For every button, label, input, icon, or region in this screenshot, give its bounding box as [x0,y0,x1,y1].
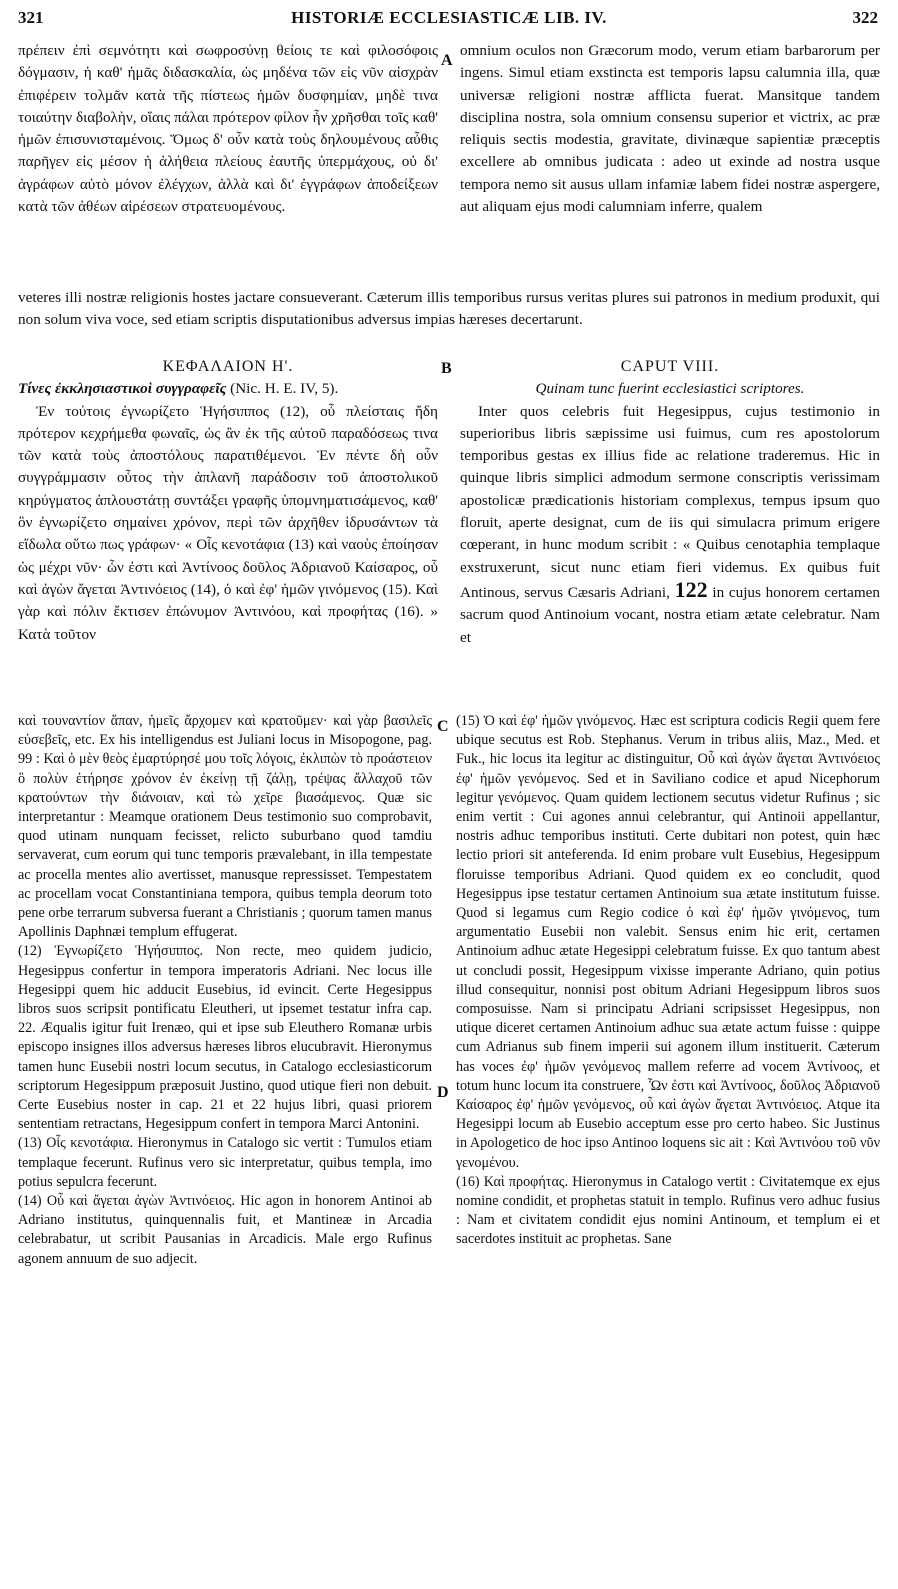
note-paragraph: (16) Καὶ προφήτας. Hieronymus in Catalogo vertit : Civitatemque ex ejus nomine condidit, et prophetas statuit in templo. Rufinus vero adhuc fusius : Nam et civitatem condidit ejus nomini Antinoum, et templum ei et sacerdotes instituit ac prophetas. Sane [456,1173,880,1248]
margin-letter-b: B [441,360,452,377]
notes-right-column [456,712,880,1250]
greek-paragraph: πρέπειν ἐπὶ σεμνότητι καὶ σωφροσύνῃ θείοις τε καὶ φιλοσόφοις δόγμασιν, ἡ καθ' ἡμᾶς διδασκαλία, ὡς μηδένα τῶν εἰς νῦν αἰσχρὰν ἐπιφέρειν τολμᾶν κατὰ τῆς πίστεως ἡμῶν δυσφημίαν, μηδὲ τινα τοιαύτην διαβολὴν, οἵαις πάλαι πρότερον φίλον ἦν χρῆσθαι τοῖς καθ' ἡμῶν ἐπισυνισταμένοις. Ὅμως δ' οὖν κατὰ τοὺς δηλουμένους αὖθις παρῆγεν εἰς μέσον ἡ ἀλήθεια πλείους ἑαυτῆς ὑπερμάχους, οὐ δι' ἀγράφων αὐτὸ μόνον ἐλέγχων, ἀλλὰ καὶ δι' ἐγγράφων ἀποδείξεων κατὰ τῶν ἀθέων αἱρέσεων στρατευομένους. [18,42,438,216]
note-paragraph: (15) Ὁ καὶ ἐφ' ἡμῶν γινόμενος. Hæc est scriptura codicis Regii quem fere ubique secutus est Rob. Stephanus. Verum in tribus aliis, Maz., Med. et Fuk., hic locus ita legitur ac distinguitur, Οὗ καὶ ἀγὼν ἄγεται Ἀντινόειος ἐφ' ἡμῶν γενόμενος. Sed et in Saviliano codice et apud Nicephorum legitur γενόμενος. Quam quidem lectionem secutus videtur Rufinus ; sic enim vertit : Cui agones annui celebrantur, qui Antinoii appellantur, nostris adhuc temporibus instituti. Certe dubitari non potest, quin hæc lectio priori sit anteferenda. Id enim probare vult Eusebius, Hegesippum floruisse temporibus Adriani. Quod quidem ex eo concludit, quod Hegesippus ipse testatur certamen Antinoium sua ætate institutum fuisse. Quod si legamus cum Regio codice ὁ καὶ ἐφ' ἡμῶν γινόμενος, tum argumentatio Eusebii non valebit. Sensus enim hic erit, certamen Antinoium adhuc ætate Hegesippi celebratum fuisse. Ex quo tantum abest ut concludi possit, Hegesippum vixisse imperante Adriano, quin potius illud consequitur, nonnisi post obitum Adriani Hegesippum libros suos composuisse. Nam si principatu Adriani scripsisset Hegesippus, non utique diceret certamen Antinoium adhuc sua ætate actum fuisse : quippe cum Adrianus sub finem imperii sui agonem illum instituerit. Cæterum has voces ἐφ' ἡμῶν γενόμενος mallem referre ad vocem Ἀντίνοος, et totum hunc locum ita construere, Ὧν ἐστι καὶ Ἀντίνοος, δοῦλος Ἀδριανοῦ Καίσαρος ἐφ' ἡμῶν γενόμενος, οὗ καὶ ἀγὼν ἄγεται Ἀντινόειος. Atque ita Hegesippi locum ab Eusebio acceptum esse pro certo habeo. Sic Justinus in Apologetico de hoc ipso Antinoo loquens sic ait : Καὶ Ἀντινόου τοῦ νῦν γενομένου. [456,713,880,1171]
greek-chapter-subtitle: Τίνες ἐκκλησιαστικοὶ συγγραφεῖς [18,380,227,398]
latin-chapter [460,356,880,649]
running-title: HISTORIÆ ECCLESIASTICÆ LIB. IV. [291,8,607,27]
greek-chapter-text: Ἐν τούτοις ἐγνωρίζετο Ἡγήσιππος (12), οὗ πλείσταις ἤδη πρότερον κεχρήμεθα φωναῖς, ὡς ἂν ἐκ τῆς αὐτοῦ παραδόσεως τινα τῶν κατὰ τοὺς ἀποστόλους παρατιθέμενοι. Ἐν πέντε δὴ οὖν συγγράμμασιν οὗτος τὴν ἀπλανῆ παράδοσιν τοῦ ἀποστολικοῦ κηρύγματος ἁπλουστάτῃ συντάξει γραφῆς ὑπομνηματισάμενος, καθ' ὃν ἐγνωρίζετο σημαίνει χρόνον, περὶ τῶν ἀρχῆθεν ἱδρυσάντων τὰ εἴδωλα οὕτω πως γράφων· « Οἷς κενοτάφια (13) καὶ ναοὺς ἐποίησαν ὡς μέχρι νῦν· ὧν ἐστι καὶ Ἀντίνοος δοῦλος Ἀδριανοῦ Καίσαρος, οὗ καὶ ἀγὼν ἄγεται Ἀντινόειος (14), ὁ καὶ ἐφ' ἡμῶν γινόμενος (15). Καὶ γὰρ καὶ πόλιν ἔκτισεν ἐπώνυμον Ἀντινόου, καὶ προφήτας (16). » Κατὰ τοῦτον [18,402,438,643]
latin-chapter-title: CAPUT VIII. [620,358,720,375]
latin-chapter-subtitle: Quinam tunc fuerint ecclesiastici scriptores. [535,380,805,398]
note-paragraph: (12) Ἐγνωρίζετο Ἡγήσιππος. Non recte, meo quidem judicio, Hegesippus confertur in tempora imperatoris Adriani. Nec locus ille Hegesippi quem hic adducit Eusebius, id evincit. Certe Hegesippus libros suos scripsit pontificatu Eleutheri, ut ipsemet testatur infra cap. 22. Æqualis igitur fuit Irenæo, qui et ipse sub Eleuthero Romanæ urbis episcopo insignes illos adversus hæreses libros elucubravit. Hieronymus tamen hunc Eusebii nostri locum secutus, in Catalogo ecclesiasticorum scriptorum Hegesippum præposuit Justino, quod utique fieri non debuit. Certe Eusebius noster in cap. 21 et 22 hujus libri, quasi priorem sententiam retractans, Hegesippum confert in tempora Marci Antonini. [18,943,432,1133]
latin-chapter-text: Inter quos celebris fuit Hegesippus, cujus testimonio in superioribus libris sæpissime usi fuimus, cum res apostolorum temporibus gestas ex illius fide ac relatione traderemus. Hic in quinque libris simplici admodum sermone conscriptis verissimam apostolicæ prædicationis historiam complexus, tempus ipsum quo floruit, aperte designat, cum de iis qui simulacra primum erigere cœperant, in hunc modum scribit : « Quibus cenotaphia templaque exstruxerunt, sicut nunc etiam fieri videmus. Ex quibus fuit Antinous, servus Cæsaris Adriani, [460,402,880,601]
note-paragraph: (13) Οἷς κενοτάφια. Hieronymus in Catalogo sic vertit : Tumulos etiam templaque fecerunt. Rufinus vero sic interpretatur, quibus templa, imo potius sepulcra fecerunt. [18,1135,432,1190]
margin-letter-d: D [437,1084,449,1101]
notes-left-column [18,712,432,1269]
column-number: 122 [674,576,708,602]
greek-chapter-reference: (Nic. H. E. IV, 5). [226,380,339,398]
latin-paragraph: omnium oculos non Græcorum modo, verum etiam barbarorum per ingens. Simul etiam exstincta est temporis lapsu calumnia illa, quæ universæ religioni nostræ afflicta fuerat. Mansitque tandem disciplina nostra, sola omnium consensu superior et victrix, ac præ reliquis sectis modestia, gravitate, divinæque sapientiæ præceptis excellere ab omnibus judicata : adeo ut exinde ad nostra usque tempora nemo sit ausus ullam infamiæ labem fidei nostræ aspergere, aut aliquam ejus modi calumniam inferre, qualem [460,42,880,216]
margin-letter-c: C [437,718,449,735]
page-number-left: 321 [18,8,44,27]
note-paragraph: καὶ τουναντίον ἅπαν, ἡμεῖς ἄρχομεν καὶ κρατοῦμεν· καὶ γὰρ βασιλεῖς εὐσεβεῖς, etc. Ex his intelligendus est Juliani locus in Misopogone, pag. 99 : Καὶ ὁ μὲν θεὸς ἐμαρτύρησέ μου τοῖς λόγοις, ἐκλιπὼν τὸ προάστειον ὃ πολὺν ἐτήρησε χρόνον ἐν ἐκείνῃ τῇ ζάλῃ, τρέψας ἄλλαχοῦ τῶν κρατούντων τὴν διάνοιαν, καὶ τὼ χεῖρε βιασάμενος. Quæ sic interpretantur : Meamque orationem Deus testimonio suo comprobavit, quod utinam nunquam fecisset, relicto suburbano quod tamdiu servaverat, cum eorum qui tunc temporis prævalebant, in illa tempestate ac procella mentes alio avertisset, manusque repressisset. Tempestatem ac procellam vocat Constantiniana tempora, quibus templa deorum toto pene orbe terrarum subversa fuerant a Christianis ; quorum tamen manus Apollinis Daphnæi templum effugerat. [18,713,432,941]
note-paragraph: (14) Οὗ καὶ ἄγεται ἀγὼν Ἀντινόειος. Hic agon in honorem Antinoi ab Adriano institutus, quinquennalis fuit, et Mantineæ in Arcadia celebrabatur, ut scribit Pausanias in Arcadicis. Male ergo Rufinus agonem annuum de suo adjecit. [18,1193,432,1267]
margin-letter-a: A [441,52,453,69]
greek-chapter-title: ΚΕΦΑΛΑΙΟΝ Η'. [162,358,294,375]
greek-text-top [18,40,438,218]
latin-full-width: veteres illi nostræ religionis hostes jactare consueverant. Cæterum illis temporibus rursus veritas plures sui patronos in medium produxit, qui non solum viva voce, sed etiam scriptis disputationibus adversus impias hæreses decertarunt. [18,289,880,329]
greek-chapter [18,356,438,646]
page-number-right: 322 [852,8,878,27]
latin-text-top [460,40,880,218]
latin-chapter-text-continued: in cujus honorem certamen sacrum quod Antinoium vocant, nostra etiam ætate celebratur. Nam et [460,583,881,646]
